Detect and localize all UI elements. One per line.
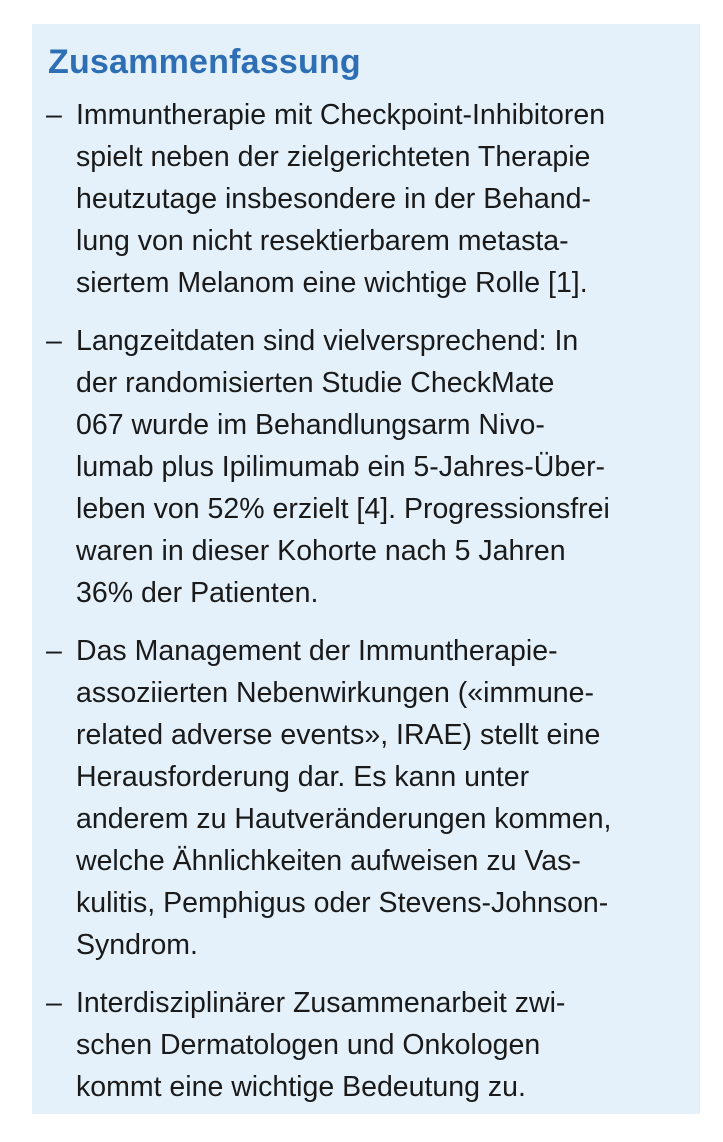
text-line: lung von nicht resektierbarem metasta- bbox=[76, 225, 569, 257]
text-line: heutzutage insbesondere in der Behand- bbox=[76, 183, 591, 215]
summary-title: Zusammenfassung bbox=[48, 43, 361, 81]
summary-item-2 bbox=[32, 320, 700, 614]
text-line: schen Dermatologen und Onkologen bbox=[76, 1029, 541, 1061]
summary-list bbox=[32, 94, 700, 1108]
text-line: Langzeitdaten sind vielversprechend: In bbox=[76, 325, 579, 357]
text-line: leben von 52% erzielt [4]. Progressionsfrei bbox=[76, 493, 610, 525]
bullet-dash: – bbox=[46, 325, 62, 357]
text-line: 067 wurde im Behandlungsarm Nivo- bbox=[76, 409, 545, 441]
text-line: spielt neben der zielgerichteten Therapie bbox=[76, 141, 591, 173]
text-line: siertem Melanom eine wichtige Rolle [1]. bbox=[76, 267, 588, 299]
bullet-dash: – bbox=[46, 987, 62, 1019]
text-line: kulitis, Pemphigus oder Stevens-Johnson- bbox=[76, 887, 609, 919]
summary-item-4 bbox=[32, 982, 700, 1108]
text-line: waren in dieser Kohorte nach 5 Jahren bbox=[76, 535, 566, 567]
text-line: kommt eine wichtige Bedeutung zu. bbox=[76, 1071, 526, 1103]
text-line: Immuntherapie mit Checkpoint-Inhibitoren bbox=[76, 99, 606, 131]
text-line: Interdisziplinärer Zusammenarbeit zwi- bbox=[76, 987, 566, 1019]
summary-item-1 bbox=[32, 94, 700, 304]
text-line: Herausforderung dar. Es kann unter bbox=[76, 761, 530, 793]
text-line: Syndrom. bbox=[76, 929, 198, 961]
bullet-dash: – bbox=[46, 99, 62, 131]
bullet-dash: – bbox=[46, 635, 62, 667]
text-line: der randomisierten Studie CheckMate bbox=[76, 367, 555, 399]
text-line: related adverse events», IRAE) stellt eine bbox=[76, 719, 601, 751]
summary-box bbox=[32, 24, 700, 1114]
text-line: assoziierten Nebenwirkungen («immune- bbox=[76, 677, 594, 709]
summary-item-3 bbox=[32, 630, 700, 966]
text-line: 36% der Patienten. bbox=[76, 577, 319, 609]
text-line: Das Management der Immuntherapie- bbox=[76, 635, 558, 667]
text-line: anderem zu Hautveränderungen kommen, bbox=[76, 803, 612, 835]
text-line: welche Ähnlichkeiten aufweisen zu Vas- bbox=[76, 845, 581, 877]
text-line: lumab plus Ipilimumab ein 5-Jahres-Über- bbox=[76, 451, 606, 483]
